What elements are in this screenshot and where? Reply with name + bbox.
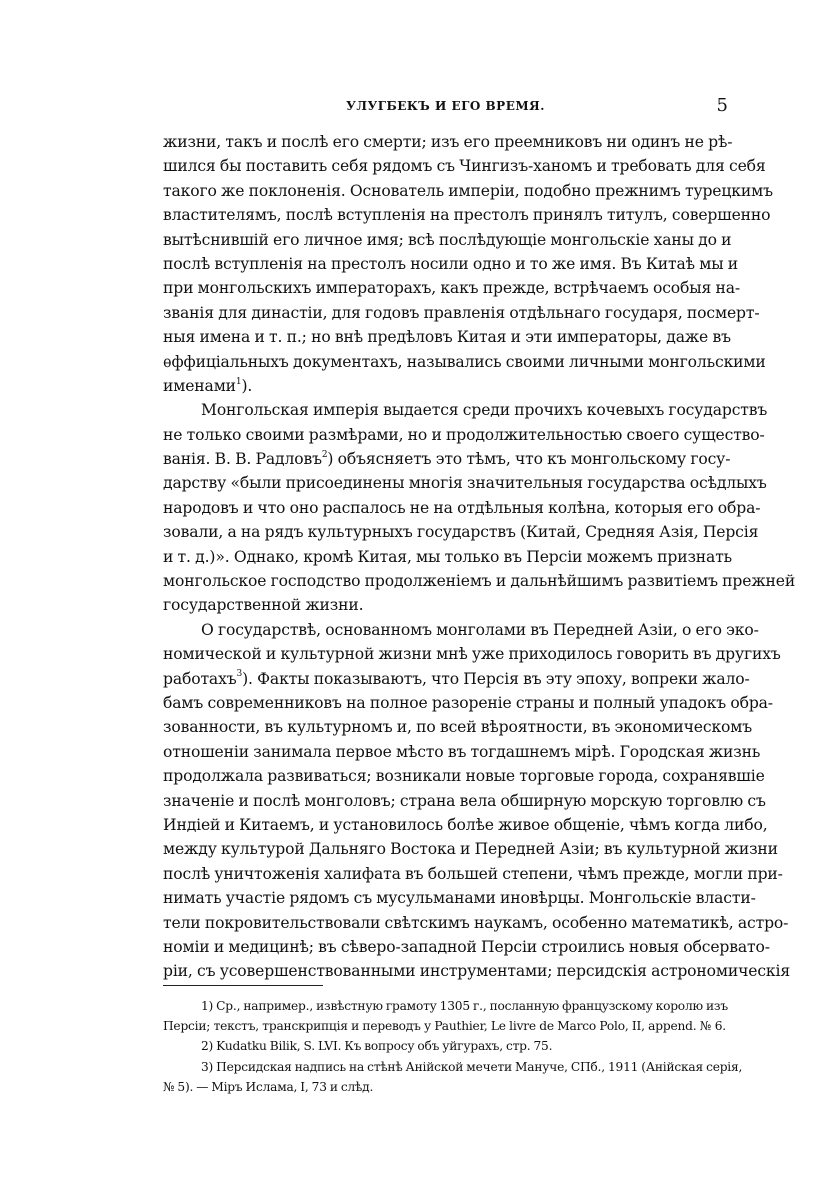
- text-line: [163, 642, 781, 666]
- text-line: [163, 471, 767, 495]
- text-line: [163, 276, 741, 300]
- footnotes: [163, 996, 743, 1097]
- text-line-text: при монгольскихъ императорахъ, какъ прежде, встрѣчаемъ особыя на-: [163, 279, 741, 298]
- text-line: [163, 862, 783, 886]
- text-line-text: Монгольская имперія выдается среди прочихъ кочевыхъ государствъ: [201, 401, 768, 420]
- text-line-text: ванія. В. В. Радловъ: [163, 450, 322, 469]
- text-line-text: зованности, въ культурномъ и, по всей вѣроятности, въ экономическомъ: [163, 718, 753, 737]
- footnote-line-text: № 5). — Міръ Ислама, I, 73 и слѣд.: [163, 1079, 374, 1094]
- text-line-text: номіи и медицинѣ; въ сѣверо-западной Персіи строились новыя обсервато-: [163, 937, 770, 956]
- text-line-text: и т. д.)». Однако, кромѣ Китая, мы только въ Персіи можемъ признать: [163, 547, 733, 566]
- text-line-text: государственной жизни.: [163, 596, 364, 615]
- text-line: [163, 130, 733, 154]
- text-line-text: продолжала развиваться; возникали новые торговые города, сохранявшіе: [163, 767, 765, 786]
- text-line-text: Индіей и Китаемъ, и установилось болѣе живое общеніе, чѣмъ когда либо,: [163, 815, 768, 834]
- text-line-text: именами: [163, 376, 236, 395]
- footnote-ref: 3: [236, 669, 243, 680]
- running-title: УЛУГБЕКЪ И ЕГО ВРЕМЯ.: [346, 99, 545, 113]
- footnote-divider: [163, 985, 323, 986]
- text-line: [163, 667, 750, 691]
- text-line-text: бамъ современниковъ на полное разореніе страны и полный упадокъ обра-: [163, 693, 773, 712]
- text-line-text: народовъ и что оно распалось не на отдѣльныя колѣна, которыя его обра-: [163, 498, 761, 517]
- text-line: [163, 301, 760, 325]
- text-line: [163, 789, 766, 813]
- footnote-line-text: Персіи; текстъ, транскрипція и переводъ у Pauthier, Le livre de Marco Polo, II, append. № 6.: [163, 1019, 726, 1034]
- text-line: [163, 959, 791, 983]
- text-line-text: не только своими размѣрами, но и продолжительностью своего существо-: [163, 425, 765, 444]
- text-line-text: отношеніи занимала первое мѣсто въ тогдашнемъ мірѣ. Городская жизнь: [163, 742, 761, 761]
- text-line-text: ѳффиціальныхъ документахъ, назывались своими личными монгольскими: [163, 352, 766, 371]
- text-line: [163, 350, 766, 374]
- text-line-text: такого же поклоненія. Основатель имперіи, подобно прежнимъ турецкимъ: [163, 181, 773, 200]
- text-line-text: ).: [241, 376, 253, 395]
- text-line-text: шился бы поставить себя рядомъ съ Чингизъ-ханомъ и требовать для себя: [163, 157, 766, 176]
- text-line-text: ріи, съ усовершенствованными инструментами; персидскія астрономическія: [163, 962, 791, 981]
- text-line: [163, 691, 773, 715]
- footnote-line: [163, 996, 726, 1016]
- text-line: [163, 813, 768, 837]
- footnote-line-text: 1) Ср., например., извѣстную грамоту 1305 г., посланную французскому королю изъ: [201, 999, 728, 1013]
- text-line-text: послѣ вступленія на престолъ носили одно и то же имя. Въ Китаѣ мы и: [163, 254, 739, 273]
- text-line-text: дарству «были присоединены многія значительныя государства осѣдлыхъ: [163, 474, 767, 493]
- text-line: [163, 593, 726, 617]
- text-line: [163, 618, 759, 642]
- text-line: [163, 374, 726, 398]
- text-line: [163, 203, 771, 227]
- text-line-text: званія для династіи, для годовъ правленія отдѣльнаго государя, посмерт-: [163, 303, 760, 322]
- text-line: [163, 496, 761, 520]
- text-line: [163, 398, 768, 422]
- text-line: [163, 423, 765, 447]
- text-line: [163, 935, 770, 959]
- text-line-text: ). Факты показываютъ, что Персія въ эту эпоху, вопреки жало-: [242, 669, 750, 688]
- text-line: [163, 837, 778, 861]
- text-line-text: нимать участіе рядомъ съ мусульманами иновѣрцы. Монгольскіе власти-: [163, 889, 756, 908]
- text-line-text: между культурой Дальняго Востока и Передней Азіи; въ культурной жизни: [163, 840, 778, 859]
- text-line-text: монгольское господство продолженіемъ и дальнѣйшимъ развитіемъ прежней: [163, 572, 796, 591]
- footnote-ref: 1: [235, 376, 242, 387]
- page-header: [163, 95, 728, 119]
- footnote-line: [163, 1077, 726, 1097]
- text-line: [163, 325, 731, 349]
- text-line: [163, 764, 765, 788]
- text-line-text: властителямъ, послѣ вступленія на престолъ принялъ титулъ, совершенно: [163, 206, 771, 225]
- footnote-line-text: 3) Персидская надпись на стѣнѣ Анійской мечети Мануче, СПб., 1911 (Анійская серія,: [201, 1059, 743, 1074]
- text-line: [163, 569, 796, 593]
- text-line-text: послѣ уничтоженія халифата въ большей степени, чѣмъ прежде, могли при-: [163, 864, 783, 883]
- text-line: [163, 740, 761, 764]
- text-line-text: номической и культурной жизни мнѣ уже приходилось говорить въ другихъ: [163, 645, 781, 664]
- footnote-line: [163, 1057, 743, 1077]
- text-line-text: ныя имена и т. п.; но внѣ предѣловъ Китая и эти императоры, даже въ: [163, 328, 731, 347]
- text-line: [163, 886, 756, 910]
- text-line-text: значеніе и послѣ монголовъ; страна вела обширную морскую торговлю съ: [163, 791, 766, 810]
- footnote-ref: 2: [321, 449, 328, 460]
- text-line-text: жизни, такъ и послѣ его смерти; изъ его преемниковъ ни одинъ не рѣ-: [163, 133, 733, 151]
- text-line: [163, 911, 789, 935]
- text-line: [163, 179, 773, 203]
- text-line: [163, 520, 759, 544]
- footnote-line-text: 2) Kudatku Bilik, S. LVI. Къ вопросу объ уйгурахъ, стр. 75.: [201, 1039, 553, 1054]
- text-line: [163, 154, 766, 178]
- text-line-text: О государствѣ, основанномъ монголами въ Передней Азіи, о его эко-: [201, 620, 759, 639]
- page-number: 5: [716, 95, 728, 116]
- footnote-line: [163, 1036, 726, 1056]
- text-line-text: работахъ: [163, 669, 237, 688]
- text-line: [163, 545, 733, 569]
- text-line-text: зовали, а на рядъ культурныхъ государствъ (Китай, Средняя Азія, Персія: [163, 523, 759, 542]
- text-line: [163, 252, 739, 276]
- body-text: [163, 130, 796, 984]
- text-line-text: вытѣснившій его личное имя; всѣ послѣдующіе монгольскіе ханы до и: [163, 230, 732, 249]
- text-line-text: ) объясняетъ это тѣмъ, что къ монгольскому госу-: [327, 450, 731, 469]
- text-line: [163, 228, 732, 252]
- footnote-line: [163, 1016, 726, 1036]
- text-line-text: тели покровительствовали свѣтскимъ наукамъ, особенно математикѣ, астро-: [163, 913, 789, 932]
- text-line: [163, 447, 731, 471]
- text-line: [163, 715, 753, 739]
